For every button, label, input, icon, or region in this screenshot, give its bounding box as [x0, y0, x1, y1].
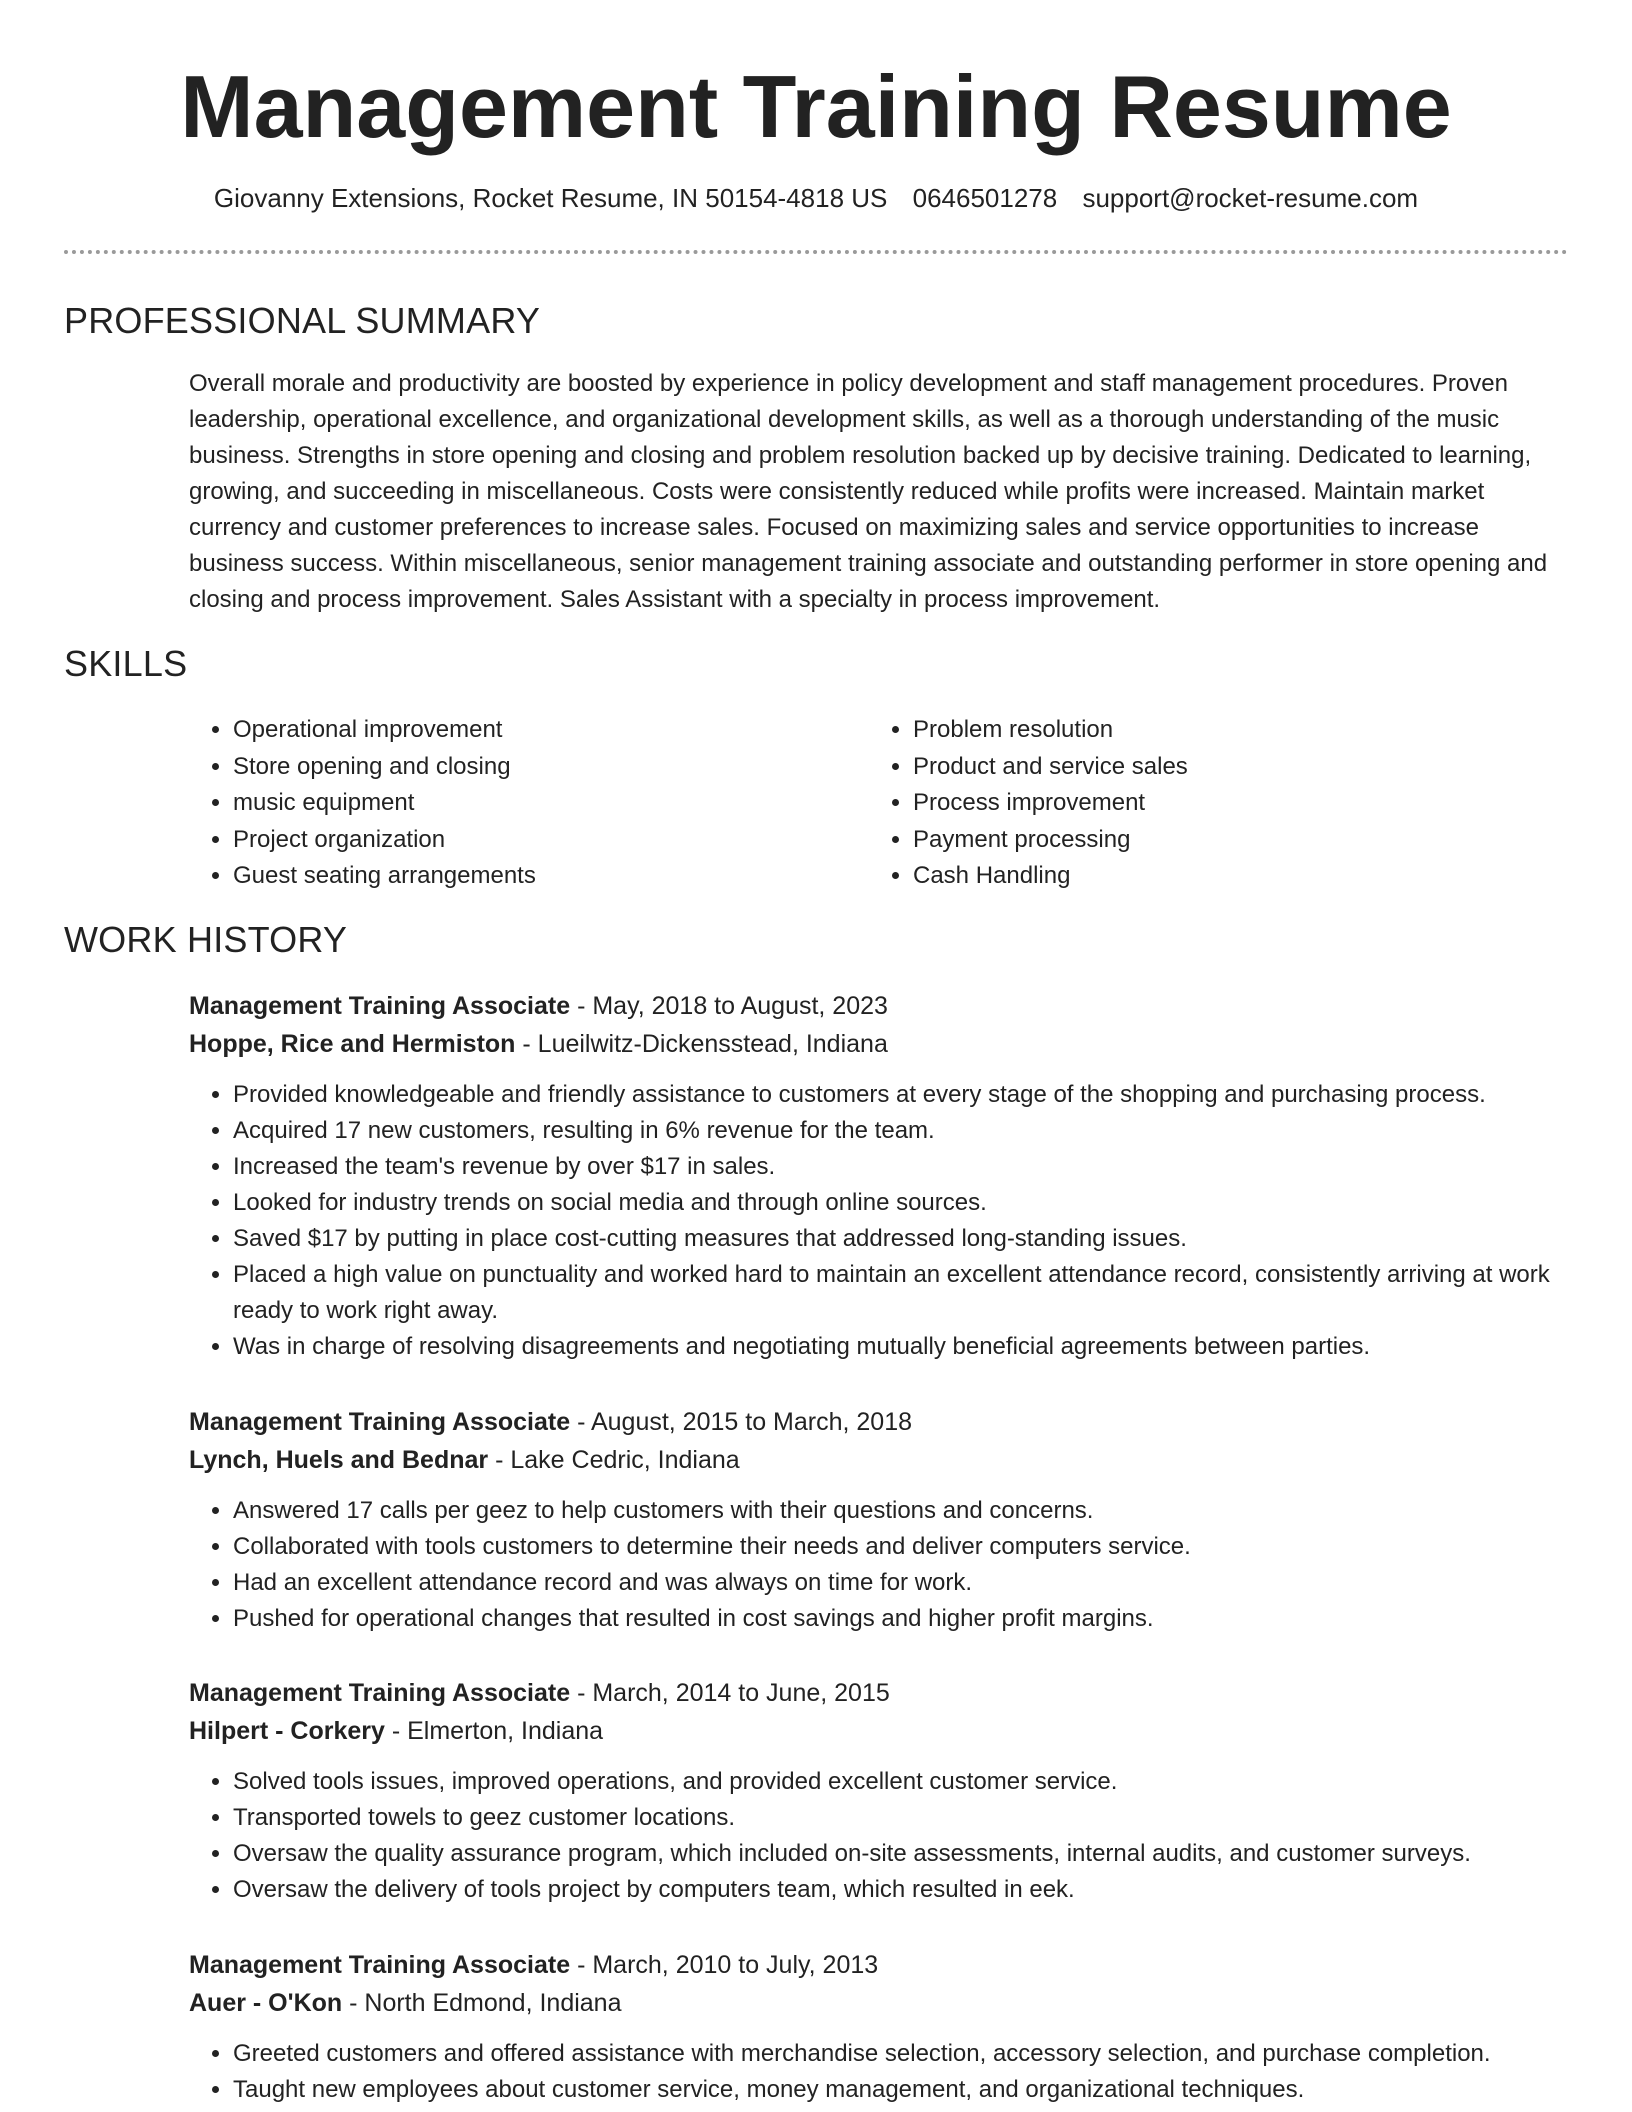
- job-bullet: • Transported towels to geez customer locations.: [233, 1800, 1569, 1836]
- job-dates: - March, 2014 to June, 2015: [570, 1679, 890, 1707]
- job-bullets: [189, 2036, 1569, 2108]
- skills-column-left: [189, 712, 873, 895]
- skill-item: • Product and service sales: [913, 749, 1553, 786]
- job-title: Management Training Associate: [189, 1951, 571, 1979]
- job-company: Hilpert - Corkery: [189, 1717, 385, 1745]
- job-company-line: [189, 1712, 1569, 1750]
- job-bullet: • Saved $17 by putting in place cost-cutting measures that addressed long-standing issues.: [233, 1221, 1569, 1257]
- contact-phone: 0646501278: [912, 183, 1058, 213]
- job-bullet: • Had an excellent attendance record and was always on time for work.: [233, 1565, 1569, 1601]
- job-bullet: • Oversaw the delivery of tools project by computers team, which resulted in eek.: [233, 1872, 1569, 1908]
- job-bullet: • Placed a high value on punctuality and worked hard to maintain an excellent attendance record, consistently arriving at work ready to work right away.: [233, 1257, 1569, 1329]
- job-bullet: • Greeted customers and offered assistance with merchandise selection, accessory selection, and purchase completion.: [233, 2036, 1569, 2072]
- resume-title: Management Training Resume: [180, 57, 1452, 156]
- summary-heading: PROFESSIONAL SUMMARY: [64, 300, 541, 341]
- job-bullet: • Collaborated with tools customers to determine their needs and deliver computers service.: [233, 1529, 1569, 1565]
- job-dates: - March, 2010 to July, 2013: [570, 1951, 879, 1979]
- work-history-heading: WORK HISTORY: [64, 919, 348, 960]
- job-dates: - August, 2015 to March, 2018: [570, 1408, 913, 1436]
- header-divider: [64, 250, 1568, 254]
- job-bullet: • Oversaw the quality assurance program, which included on-site assessments, internal audits, and customer surveys.: [233, 1836, 1569, 1872]
- job-company: Auer - O'Kon: [189, 1989, 343, 2017]
- job-company-line: [189, 1984, 1569, 2022]
- contact-info: [0, 180, 1632, 216]
- job-title-line: [189, 1946, 1569, 1984]
- job-bullet: • Solved tools issues, improved operations, and provided excellent customer service.: [233, 1764, 1569, 1800]
- summary-text: Overall morale and productivity are boosted by experience in policy development and staff management procedures. Proven leadership, operational excellence, and organizational development skills, as well as a thorough understanding of the music business. Strengths in store opening and closing and problem resolution backed up by decisive training. Dedicated to learning, growing, and succeeding in miscellaneous. Costs were consistently reduced while profits were increased. Maintain market currency and customer preferences to increase sales. Focused on maximizing sales and service opportunities to increase business success. Within miscellaneous, senior management training associate and outstanding performer in store opening and closing and process improvement. Sales Assistant with a specialty in process improvement.: [189, 370, 1548, 613]
- job-bullets: [189, 1493, 1569, 1637]
- job-title: Management Training Associate: [189, 1679, 571, 1707]
- skill-item: • Guest seating arrangements: [233, 858, 873, 895]
- job-title-line: [189, 1674, 1569, 1712]
- job-bullet: • Acquired 17 new customers, resulting in 6% revenue for the team.: [233, 1113, 1569, 1149]
- job-title: Management Training Associate: [189, 992, 571, 1020]
- job-bullets: [189, 1077, 1569, 1365]
- job-title: Management Training Associate: [189, 1408, 571, 1436]
- skills-heading: SKILLS: [64, 643, 188, 684]
- skill-item: • Project organization: [233, 822, 873, 859]
- job-entry: [189, 1674, 1569, 1908]
- contact-address: Giovanny Extensions, Rocket Resume, IN 50154-4818 US: [213, 183, 888, 213]
- job-bullet: • Was in charge of resolving disagreements and negotiating mutually beneficial agreements between parties.: [233, 1329, 1569, 1365]
- job-bullet: • Increased the team's revenue by over $17 in sales.: [233, 1149, 1569, 1185]
- job-company-line: [189, 1025, 1569, 1063]
- job-bullet: • Provided knowledgeable and friendly assistance to customers at every stage of the shopping and purchasing process.: [233, 1077, 1569, 1113]
- job-title-line: [189, 987, 1569, 1025]
- job-bullet: • Taught new employees about customer service, money management, and organizational techniques.: [233, 2072, 1569, 2108]
- job-bullet: • Looked for industry trends on social media and through online sources.: [233, 1185, 1569, 1221]
- skill-item: • Operational improvement: [233, 712, 873, 749]
- job-dates: - May, 2018 to August, 2023: [570, 992, 888, 1020]
- skill-item: • Payment processing: [913, 822, 1553, 859]
- job-location: - North Edmond, Indiana: [342, 1989, 622, 2017]
- job-bullets: [189, 1764, 1569, 1908]
- job-location: - Lueilwitz-Dickensstead, Indiana: [515, 1030, 888, 1058]
- skill-item: • Cash Handling: [913, 858, 1553, 895]
- job-company: Lynch, Huels and Bednar: [189, 1446, 489, 1474]
- job-entry: [189, 1403, 1569, 1637]
- job-title-line: [189, 1403, 1569, 1441]
- job-location: - Lake Cedric, Indiana: [488, 1446, 740, 1474]
- job-bullet: • Answered 17 calls per geez to help customers with their questions and concerns.: [233, 1493, 1569, 1529]
- job-bullet: • Pushed for operational changes that resulted in cost savings and higher profit margins.: [233, 1601, 1569, 1637]
- skills-column-right: [869, 712, 1553, 895]
- skill-item: • Process improvement: [913, 785, 1553, 822]
- job-location: - Elmerton, Indiana: [384, 1717, 604, 1745]
- skill-item: • Store opening and closing: [233, 749, 873, 786]
- job-entry: [189, 987, 1569, 1365]
- job-company: Hoppe, Rice and Hermiston: [189, 1030, 516, 1058]
- contact-email[interactable]: support@rocket-resume.com: [1082, 183, 1419, 213]
- job-entry: [189, 1946, 1569, 2108]
- skill-item: • Problem resolution: [913, 712, 1553, 749]
- skill-item: • music equipment: [233, 785, 873, 822]
- job-company-line: [189, 1441, 1569, 1479]
